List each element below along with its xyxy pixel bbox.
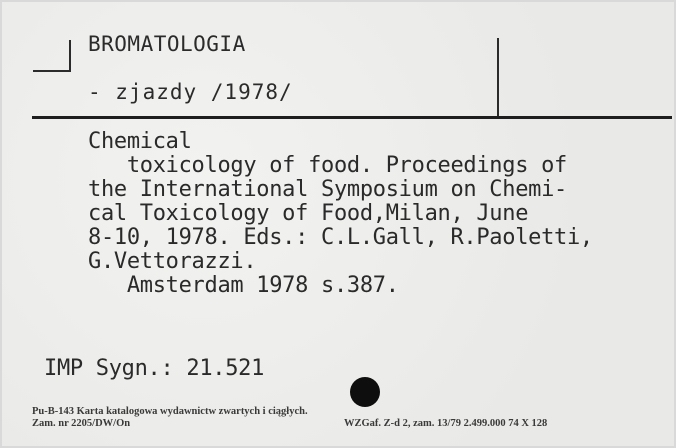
header-rule	[32, 116, 672, 119]
header-divider-line	[497, 38, 499, 116]
entry-line: the International Symposium on Chemi-	[88, 177, 567, 202]
catalog-card	[2, 2, 674, 446]
subject-subheading: - zjazdy /1978/	[88, 80, 293, 104]
punch-hole	[350, 377, 380, 407]
entry-line: G.Vettorazzi.	[88, 249, 257, 274]
bibliographic-entry	[88, 130, 593, 298]
entry-line: Chemical	[88, 129, 192, 154]
order-number: Zam. nr 2205/DW/On	[32, 418, 131, 429]
print-run-note: WZGaf. Z-d 2, zam. 13/79 2.499.000 74 X 128	[344, 418, 548, 429]
subject-heading: BROMATOLOGIA	[88, 32, 246, 56]
corner-mark-vertical	[69, 40, 71, 72]
entry-line: cal Toxicology of Food,Milan, June	[88, 201, 529, 226]
call-number: IMP Sygn.: 21.521	[44, 356, 265, 381]
entry-line: 8-10, 1978. Eds.: C.L.Gall, R.Paoletti,	[88, 225, 593, 250]
entry-line: Amsterdam 1978 s.387.	[88, 273, 399, 298]
corner-mark-horizontal	[33, 70, 71, 72]
printer-note: Pu-B-143 Karta katalogowa wydawnictw zwartych i ciągłych.	[32, 406, 308, 417]
entry-line: toxicology of food. Proceedings of	[88, 153, 567, 178]
